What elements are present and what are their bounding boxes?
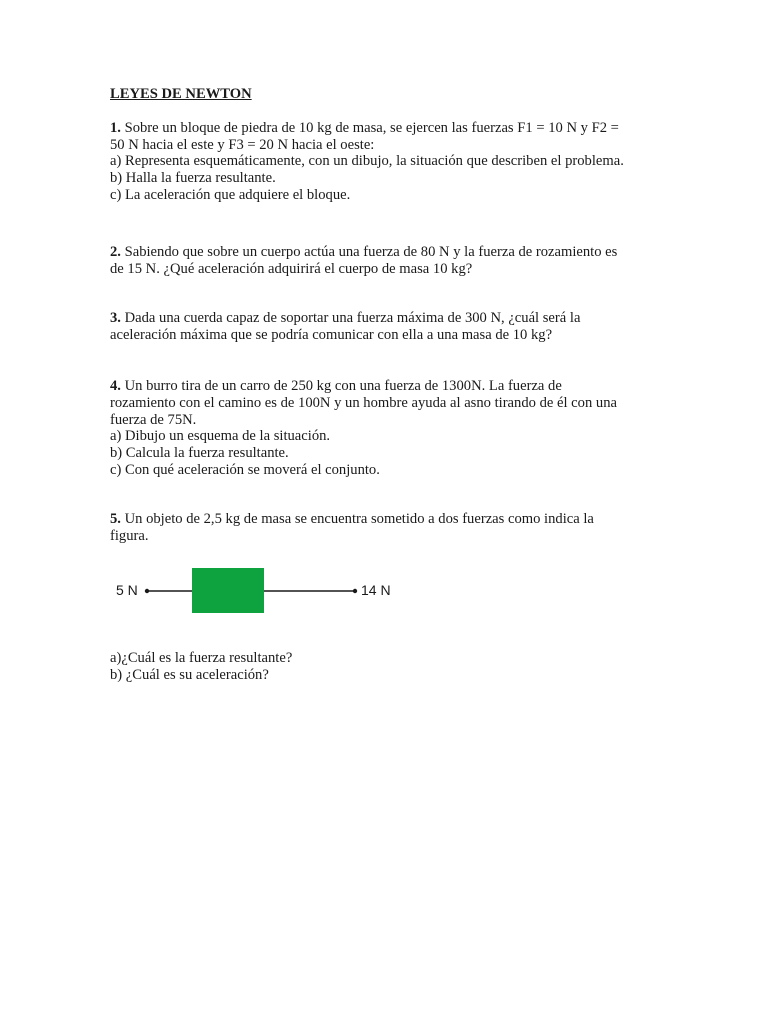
problem-3-line-1: 3. Dada una cuerda capaz de soportar una fuerza máxima de 300 N, ¿cuál será la bbox=[110, 310, 581, 327]
problem-2 bbox=[110, 244, 670, 278]
problem-5-line-2: figura. bbox=[110, 527, 149, 544]
problem-5-part-b: b) ¿Cuál es su aceleración? bbox=[110, 667, 269, 684]
problem-2-line-1: 2. Sabiendo que sobre un cuerpo actúa una fuerza de 80 N y la fuerza de rozamiento es bbox=[110, 243, 618, 260]
problem-5-number: 5. bbox=[110, 510, 121, 527]
problem-1-part-a: a) Representa esquemáticamente, con un dibujo, la situación que describen el problema. bbox=[110, 153, 624, 170]
problem-1-part-c: c) La aceleración que adquiere el bloque. bbox=[110, 186, 351, 203]
problem-1 bbox=[110, 120, 670, 204]
worksheet-title: LEYES DE NEWTON bbox=[110, 86, 252, 102]
problem-3-line-2: aceleración máxima que se podría comunicar con ella a una masa de 10 kg? bbox=[110, 327, 553, 344]
right-arrow-tip bbox=[353, 589, 357, 593]
worksheet-page bbox=[110, 86, 670, 684]
left-force-label: 5 N bbox=[116, 582, 138, 599]
right-force-label: 14 N bbox=[361, 582, 391, 599]
problem-4-line-1: 4. Un burro tira de un carro de 250 kg con una fuerza de 1300N. La fuerza de bbox=[110, 377, 562, 394]
problem-4 bbox=[110, 378, 670, 479]
problem-4-number: 4. bbox=[110, 377, 121, 394]
mass-block bbox=[192, 568, 264, 613]
problem-5 bbox=[110, 511, 670, 684]
problem-5-line-1: 5. Un objeto de 2,5 kg de masa se encuentra sometido a dos fuerzas como indica la bbox=[110, 510, 594, 527]
left-arrow-tip bbox=[145, 589, 149, 593]
problem-3-number: 3. bbox=[110, 310, 121, 327]
problem-4-part-b: b) Calcula la fuerza resultante. bbox=[110, 445, 289, 462]
problem-2-line-2: de 15 N. ¿Qué aceleración adquirirá el cuerpo de masa 10 kg? bbox=[110, 260, 473, 277]
problem-1-line-1: 1. Sobre un bloque de piedra de 10 kg de masa, se ejercen las fuerzas F1 = 10 N y F2 = bbox=[110, 119, 619, 136]
problem-3 bbox=[110, 310, 670, 344]
problem-2-number: 2. bbox=[110, 243, 121, 260]
problem-4-line-3: fuerza de 75N. bbox=[110, 411, 197, 428]
problem-1-part-b: b) Halla la fuerza resultante. bbox=[110, 170, 276, 187]
problem-4-part-a: a) Dibujo un esquema de la situación. bbox=[110, 428, 331, 445]
problem-4-line-2: rozamiento con el camino es de 100N y un hombre ayuda al asno tirando de él con una bbox=[110, 394, 617, 411]
problem-1-line-2: 50 N hacia el este y F3 = 20 N hacia el oeste: bbox=[110, 136, 375, 153]
problem-5-part-a: a)¿Cuál es la fuerza resultante? bbox=[110, 650, 293, 667]
force-diagram bbox=[110, 568, 410, 628]
problem-4-part-c: c) Con qué aceleración se moverá el conjunto. bbox=[110, 461, 380, 478]
problem-1-number: 1. bbox=[110, 119, 121, 136]
